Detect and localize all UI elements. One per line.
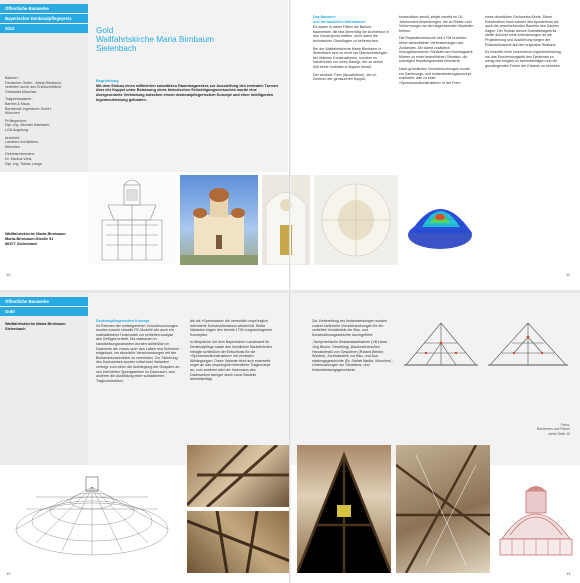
award-tag: Gold [0, 307, 88, 316]
text-column-2: konstruktion steckt, zeigte bereits im 18. Jahrhundert Absenkungen, die zu Rissen und Verformungen an den angrenzenden Bauteilen führten. Die Reparaturversuche seit 1794 brachten keine wesentlichen Verbesserungen des Zustandes. Die damit zusätzlich hinzugekommenen Schäden am Holztragwerk führten zu einer bedrohlichen Situation, die sofortigen Handlungsbedarf erforderte. Nach gründlichen Voruntersuchungen wurde ein Sanierungs- und Instandsetzungskonzept erarbeitet, das zu einer »Spreizwandkonstruktion« in der Form [399, 15, 474, 85]
credit-owner: Bauherr: Deutscher Orden - Maria Birnbaum, vertreten durch den Erzbischöfliche Ordinariat München [5, 76, 62, 94]
spread-pages-10-11 [0, 0, 580, 290]
text-column-1: Das Bauwerk und die baulichen Maßnahmen Es waren in vielen Fällen die Barockbaumeister, die fast übermütig die Architektur in den Vordergrund stellten, ohne dabei die technischen Grundlagen zu beherrschen. Bei der Wallfahrtskirche Maria Birnbaum in Sielenbach sind es nicht nur Überschreitungen bei üblichen Konstruktionen, sondern es handelt sich um einen Bautyp, der zu seiner Zeit keine Vorbilder in Bayern besaß. Der zentrale Turm (Apostelturm), der im Zentrum der gemauerten Kuppel- [313, 15, 389, 82]
photo-church-exterior [180, 175, 258, 265]
credit-architect: Architekt: Landherr Architekten, München [5, 135, 40, 149]
year-tag: 2012 [0, 24, 88, 33]
model-cutaway-render [496, 469, 576, 569]
fe-model-dome [400, 175, 488, 265]
page-number-left: 12 [6, 571, 11, 576]
page-title: Gold Wallfahrtskirche Maria Birnbaum Sielenbach [96, 26, 214, 53]
photo-attic-timber-2 [187, 511, 290, 573]
photo-church-interior [262, 175, 310, 265]
drawing-tower-section [88, 175, 176, 265]
credits-block [5, 76, 85, 169]
page-number-right: 13 [566, 571, 571, 576]
text-column-2: die als »Spreizwand« die vermutlich ursprünglich intendierte Konstruktionsform wiederholt. Beide Varianten folgen den bereits 1794 vorgeschlagenen Konzepten. In Abspräche mit dem Bayerischen Landesamt für Denkmalpflege sowie den kirchlichen Baubehörden erfolgte schließlich der Entschluss für die »Spreizwandkonstruktion« mit zentralen Abhängungen. Diese Variante lehnt sich einerseits enger an das ursprünglich intendierte Tragkonzept an, zum anderen wird der Innenraum des Dachwerkes weniger durch neue Bauteile beeinträchtigt. [190, 319, 273, 382]
photo-vault-frescoes [314, 175, 398, 265]
award-tag: Bayerischer Denkmalpflegepreis [0, 14, 88, 23]
photo-attic-timber-1 [187, 445, 290, 507]
text-column-3: eines räumlichen Fachwerks führte. Diese Konstruktion kann sowohl den Apostelturm als auch die anschließenden Bauteile des Daches tragen. Der Einbau dieses Substäbtragwerks stellte äußerst hohe Anforderungen an die Projektierung und Ausführung wegen der Rücksichtnahme auf den originalen Bestand. Es bedurfte einer besonderen Ingenieurleistung, um das Erscheinungsbild des Denkmals so wenig wie möglich zu beeinträchtigen und die grundlegenden Fehler der Erbauer zu beheben. [485, 15, 562, 68]
wireframe-model [6, 469, 178, 567]
page-number-left: 10 [6, 272, 11, 277]
spread-pages-12-13 [0, 293, 580, 583]
credit-referents: Gebietsreferenten: Dr. Markus Weis, Dipl.-Ing. Tobias Lange [5, 152, 42, 166]
page-gutter [289, 0, 291, 290]
lead-block: Begründung Mit dem Einbau eines raffinierten substärken Raumtragwerkes zur Aussteifung des zentralen Turmes über der Kuppel unter Belassung eines historischen Ertüchtigungsversuches wurde eine übergeordnete Verbindung zwischen einem denkmalpflegerischen Konzept und einer intelligenten Ingenieurleistung gefunden. [96, 79, 279, 102]
photo-attic-mockup [396, 445, 490, 573]
credit-inspector: Prüfingenieur: Dipl.-Ing. Michael Hamlader, LGA Augsburg [5, 118, 51, 132]
photo-credit-caption: Fotos: Bauherren und Planer siehe Seite 10 [536, 423, 570, 436]
page-gutter [289, 293, 291, 583]
credit-engineer: Tragwerksplaner: Barthel & Maus, Beratende Ingenieure GmbH, München [5, 97, 52, 116]
address-block: Wallfahrtskirche Maria Birnbaum Maria-Birnbaum-Straße 51 86577 Sielenbach [5, 231, 66, 246]
text-column-3: Zur Vorbereitung der Instandsetzungen wurden zudem zahlreiche Voruntersuchungen für ein vertieftes Verständnis der Bau- und Konstruktionsgeschichte durchgeführt: -Tachymetrische Bestandsaufnahme (VB Hans-Jörg Blume, Gersthing) -Bauforschersches Handaufmaß von Gespärren (Roland Beinke, Weiden) -Archivstudien zur Bau- und Ausstattungsgeschichte (Dr. Stefan Nadler, München) -Untersuchungen zur Schadens- und Instandsetzungsgeschichte [312, 319, 394, 372]
sidebar-panel [0, 293, 88, 465]
category-tag: Öffentliche Bauwerke [0, 297, 88, 306]
category-tag: Öffentliche Bauwerke [0, 4, 88, 13]
drawing-truss-variant-1 [402, 315, 480, 375]
drawing-truss-variant-2 [486, 315, 570, 375]
text-column-1: Denkmalpflegerisches Konzept Im Rahmen der umfangreichen Voruntersuchungen wurden sowohl virtuelle FE-Modelle wie auch ein maßstäbliches Holzmodell zur vertieften Analyse des Gefüges erstellt. Die statischen Instandsetzungsvarianten wurden schließlich im Dachwerk als »mock-ups« aus Latten und Schnüren eingebaut, um räumliche Verschneidungen mit der Bestandskonstruktion zu vermeiden. Zur Sicherung des Dachwerkes wurden initial zwei Varianten verfolgt: zum einen die Aufhängung der Gespärre an neu errichteten Sprengwerken im Dachraum, zum anderen die Ausbildung einer substärkeren Tragkonstruktion, [96, 319, 180, 383]
photo-attic-construction [297, 445, 391, 573]
project-label: Wallfahrtskirche Maria Birnbaum Sielenbach [5, 321, 66, 331]
page-number-right: 11 [566, 272, 571, 277]
